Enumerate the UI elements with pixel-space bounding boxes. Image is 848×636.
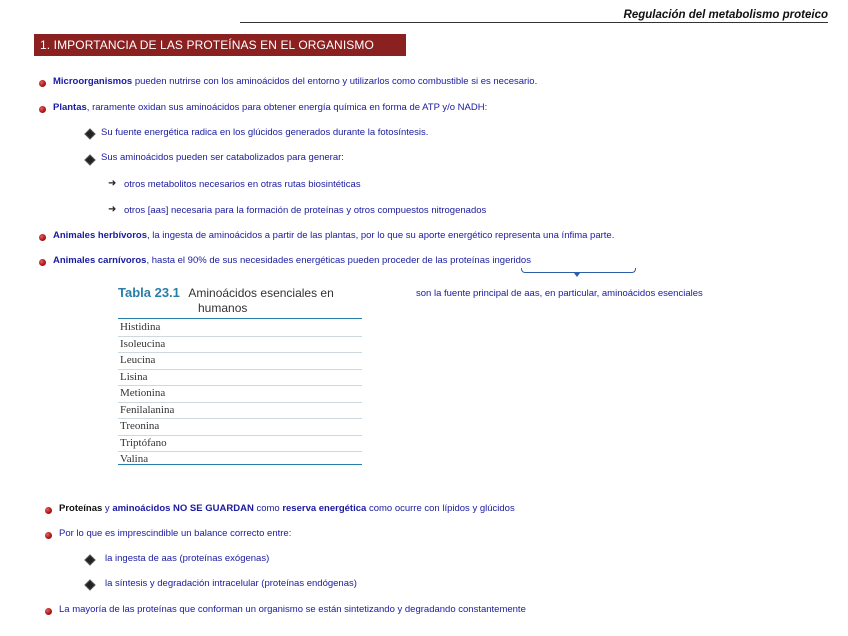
bullet-icon — [39, 234, 46, 241]
bullet-sintetizando: La mayoría de las proteínas que conforman un organismo se están sintetizando y degradando constantemente — [59, 604, 526, 615]
sub-sub-bullet-aas: otros [aas] necesaria para la formación de proteínas y otros compuestos nitrogenados — [124, 205, 487, 216]
bullet-icon — [39, 106, 46, 113]
bullet-text: , raramente oxidan sus aminoácidos para obtener energía química en forma de ATP y/o NADH: — [86, 102, 488, 113]
diamond-bullet-icon — [84, 128, 95, 139]
bullet-microorganismos — [53, 76, 537, 87]
bullet-bold-term: Animales carnívoros — [53, 255, 147, 266]
bullet-plantas — [53, 102, 487, 113]
bullet-bold-term: Plantas — [53, 102, 87, 113]
bullet-icon — [45, 532, 52, 539]
bullet-icon — [45, 507, 52, 514]
sub-bullet-ingesta: la ingesta de aas (proteínas exógenas) — [105, 553, 270, 564]
diamond-bullet-icon — [84, 579, 95, 590]
bullet-text: , hasta el 90% de sus necesidades energéticas pueden proceder de las proteínas ingeridos — [146, 255, 531, 266]
bullet-herbivoros — [53, 230, 614, 241]
bullet-bold-term: Microorganismos — [53, 76, 133, 87]
bullet-icon — [45, 608, 52, 615]
bullet-text: y — [102, 503, 113, 514]
bullet-text: como ocurre con lípidos y glúcidos — [366, 503, 515, 514]
bullet-text: como — [253, 503, 283, 514]
table-row: Leucina — [118, 353, 362, 370]
table-number: Tabla 23.1 — [118, 285, 180, 300]
bullet-icon — [39, 80, 46, 87]
bullet-bold-term: Animales herbívoros — [53, 230, 147, 241]
bullet-text: pueden nutrirse con los aminoácidos del entorno y utilizarlos como combustible si es necesario. — [132, 76, 538, 87]
table-caption-line1: Aminoácidos esenciales en — [188, 286, 334, 300]
section-title-banner: 1. IMPORTANCIA DE LAS PROTEÍNAS EN EL ORGANISMO — [34, 34, 406, 56]
table-row: Lisina — [118, 370, 362, 387]
sub-bullet-fuente-energetica: Su fuente energética radica en los glúcidos generados durante la fotosíntesis. — [101, 127, 429, 138]
table-row: Isoleucina — [118, 337, 362, 354]
bullet-carnivoros — [53, 255, 531, 266]
table-body — [118, 320, 362, 468]
bullet-text: , la ingesta de aminoácidos a partir de las plantas, por lo que su aporte energético representa una ínfima parte. — [146, 230, 615, 241]
table-caption-line2: humanos — [198, 301, 248, 315]
table-row: Fenilalanina — [118, 403, 362, 420]
diamond-bullet-icon — [84, 154, 95, 165]
table-row: Valina — [120, 453, 149, 465]
arrow-bullet-icon: ➜ — [108, 178, 117, 189]
table-bottom-rule — [118, 464, 362, 465]
table-caption — [118, 284, 363, 315]
arrow-bullet-icon: ➜ — [108, 204, 117, 215]
bullet-bold-term: aminoácidos — [112, 503, 171, 514]
table-row: Triptófano — [118, 436, 362, 453]
table-side-note: son la fuente principal de aas, en particular, aminoácidos esenciales — [416, 288, 703, 299]
sub-bullet-sintesis: la síntesis y degradación intracelular (proteínas endógenas) — [105, 578, 357, 589]
essential-amino-acids-table — [114, 284, 364, 470]
bullet-balance: Por lo que es imprescindible un balance correcto entre: — [59, 528, 292, 539]
header-rule — [240, 22, 828, 23]
bullet-bold-term: Proteínas — [59, 503, 103, 514]
sub-sub-bullet-metabolitos: otros metabolitos necesarios en otras rutas biosintéticas — [124, 179, 361, 190]
bullet-bold-term: NO SE GUARDAN — [173, 503, 254, 514]
diamond-bullet-icon — [84, 554, 95, 565]
table-row: Histidina — [118, 320, 362, 337]
sub-bullet-catabolizados: Sus aminoácidos pueden ser catabolizados para generar: — [101, 152, 344, 163]
bullet-bold-term: reserva energética — [282, 503, 367, 514]
bullet-no-se-guardan — [59, 503, 515, 514]
curly-brace-tip — [574, 273, 580, 277]
table-row: Metionina — [118, 386, 362, 403]
bullet-icon — [39, 259, 46, 266]
page-header-title: Regulación del metabolismo proteico — [623, 9, 828, 21]
table-row: Treonina — [118, 419, 362, 436]
table-top-rule — [118, 318, 362, 319]
